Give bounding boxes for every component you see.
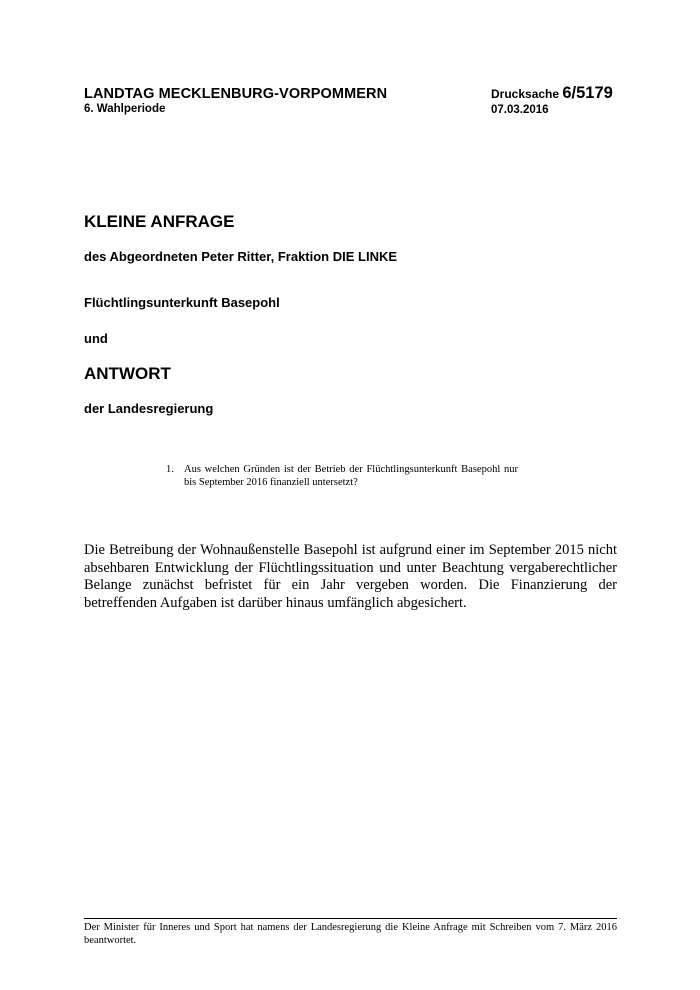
footnote-text: Der Minister für Inneres und Sport hat namens der Landesregierung die Kleine Anfrage mit Schreiben vom 7. März 2016 beantwortet. — [84, 922, 617, 946]
footnote-divider — [84, 918, 617, 919]
answer-heading: ANTWORT — [84, 364, 171, 383]
question-number: 1. — [166, 464, 174, 475]
answer-paragraph: Die Betreibung der Wohnaußenstelle Basepohl ist aufgrund einer im September 2015 nicht absehbaren Entwicklung der Flüchtlingssituation und unter Beachtung vergaberechtlicher Belange zunächst befristet für ein Jahr vergeben worden. Die Finanzierung der betreffenden Aufgaben ist darüber hinaus umfänglich abgesichert. — [84, 542, 617, 611]
connector-text: und — [84, 331, 108, 346]
question-text: Aus welchen Gründen ist der Betrieb der Flüchtlingsunterkunft Basepohl nur bis September 2016 finanziell untersetzt? — [184, 464, 518, 488]
inquiry-author: des Abgeordneten Peter Ritter, Fraktion DIE LINKE — [84, 249, 398, 264]
drucksache-label: Drucksache — [491, 87, 563, 101]
inquiry-subject: Flüchtlingsunterkunft Basepohl — [84, 295, 280, 310]
document-header-right — [491, 84, 613, 117]
answering-body: der Landesregierung — [84, 401, 214, 416]
question-item — [166, 463, 518, 489]
drucksache-number: 6/5179 — [562, 84, 613, 102]
parliament-name: LANDTAG MECKLENBURG-VORPOMMERN — [84, 86, 388, 102]
document-date: 07.03.2016 — [491, 104, 549, 116]
drucksache-reference — [491, 84, 613, 103]
document-type-title: KLEINE ANFRAGE — [84, 212, 235, 231]
document-header-left — [84, 86, 387, 116]
legislative-period: 6. Wahlperiode — [84, 103, 166, 115]
